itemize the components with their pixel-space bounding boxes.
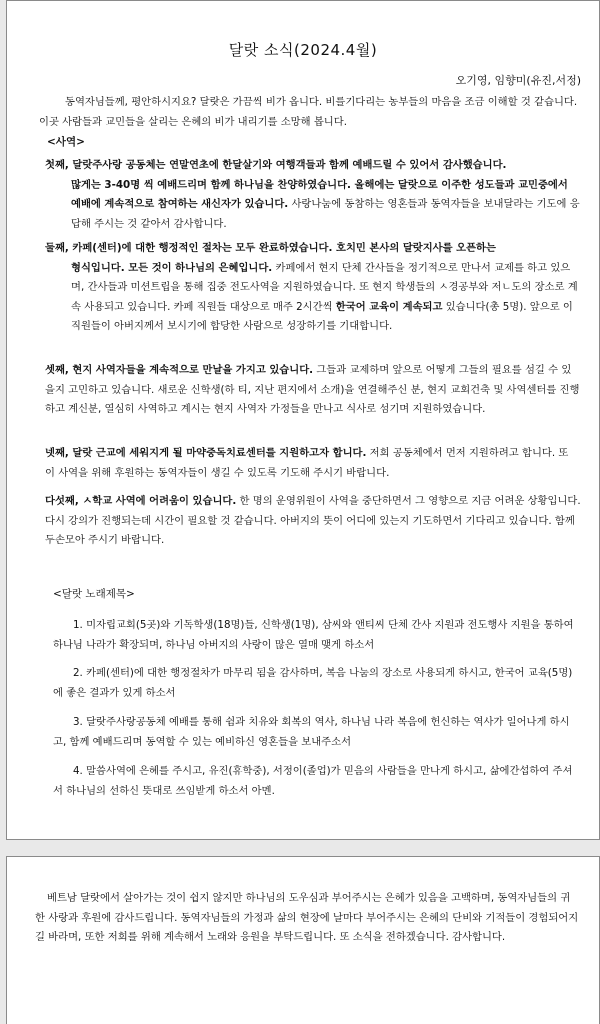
item-text: 저희 공동체에서 먼저 지원하려고 합니다. 또 이 사역을 위해 후원하는 동역자들이 생길 수 있도록 기도해 주시기 바랍니다. (45, 447, 569, 479)
item-bold-text: 많게는 3-40명 씩 예배드리며 함께 하나님을 찬양하였습니다. 올해에는 달랏으로 이주한 성도들과 교민중에서 예배에 계속적으로 참여하는 새신자가 있습니다. (71, 178, 568, 210)
item-lead: 둘째, 카페(센터)에 대한 행정적인 절차는 모두 완료하였습니다. 호치민 본사의 달랏지사를 오픈하는 (45, 242, 496, 254)
item-text: 카페에서 현지 단체 간사들을 정기적으로 만나서 교제를 하고 있으며, 간사들과 미션트립을 통해 집중 전도사역을 지원하였습니다. 또 현지 학생들의 ㅅ경공부와 저ㄴ도의 장소로 계속 사용되고 있습니다. 카페 직원들 대상으로 매주 2시간씩 (71, 261, 578, 313)
item-lead: 첫째, 달랏주사랑 공동체는 연말연초에 한달살기와 여행객들과 함께 예배드릴 수 있어서 감사했습니다. (45, 159, 507, 171)
ministry-item-5 (45, 492, 581, 551)
item-text: 사랑나눔에 동참하는 영혼들과 동역자들을 보내달라는 기도에 응답해 주시는 것 같아서 감사합니다. (71, 198, 580, 230)
ministry-item-4 (45, 444, 581, 483)
greeting-paragraph: 동역자님들께, 평안하시지요? 달랏은 가끔씩 비가 옵니다. 비를기다리는 농부들의 마음을 조금 이해할 것 같습니다. 이곳 사람들과 교민들을 살리는 은혜의 비가 내리기를 소망해 봅니다. (39, 96, 578, 128)
prayer-item-2 (53, 663, 579, 703)
authors-line: 오기영, 임향미(유진,서정) (455, 74, 581, 87)
item-text: 있습니다(총 5명). 앞으로 이 직원들이 아버지께서 보시기에 합당한 사람으로 성장하기를 기대합니다. (71, 300, 573, 332)
item-text: 한 명의 운영위원이 사역을 중단하면서 그 영향으로 지금 어려운 상황입니다. 다시 강의가 진행되는데 시간이 필요할 것 같습니다. 아버지의 뜻이 어디에 있는지 기도하면서 기다리고 있습니다. 함께 두손모아 주시기 바랍니다. (45, 495, 581, 546)
item-continuation (45, 259, 581, 337)
document-page-2 (6, 856, 600, 1024)
ministry-item-1 (45, 156, 581, 234)
closing-paragraph: 베트남 달랏에서 살아가는 것이 쉽지 않지만 하나님의 도우심과 부어주시는 은혜가 있음을 고백하며, 동역자님들의 귀한 사랑과 후원에 감사드립니다. 동역자님들의 가정과 삶의 현장에 날마다 부어주시는 은혜의 단비와 기적들이 경험되어지길 바라며, 또한 저희를 위해 계속해서 노래와 응원을 부탁드립니다. 또 소식을 전하겠습니다. 감사합니다. (35, 892, 579, 943)
prayer-item-1 (53, 615, 579, 655)
item-lead: 다섯째, ㅅ학교 사역에 어려움이 있습니다. (45, 495, 237, 507)
section-heading-ministry: <사역> (47, 136, 85, 148)
prayer-text: 3. 달랏주사랑공동체 예배를 통해 쉼과 치유와 회복의 역사, 하나님 나라 복음에 헌신하는 역사가 일어나게 하시고, 함께 예배드리며 동역할 수 있는 예비하신 영혼들을 보내주소서 (53, 716, 570, 748)
page-title: 달랏 소식(2024.4월) (228, 41, 378, 59)
item-lead: 셋째, 현지 사역자들을 계속적으로 만날을 가지고 있습니다. (45, 364, 314, 376)
item-bold-text: 형식입니다. 모든 것이 하나님의 은혜입니다. (71, 261, 273, 274)
document-page-1 (6, 0, 600, 840)
prayer-text: 2. 카페(센터)에 대한 행정절차가 마무리 됨을 감사하며, 복음 나눔의 장소로 사용되게 하시고, 한국어 교육(5명)에 좋은 결과가 있게 하소서 (53, 667, 573, 699)
prayer-text: 4. 말씀사역에 은혜를 주시고, 유진(휴학중), 서정이(졸업)가 믿음의 사람들을 만나게 하시고, 삶에간섭하여 주셔서 하나님의 선하신 뜻대로 쓰임받게 하소서 아멘. (53, 765, 573, 797)
item-bold-text: 한국어 교육이 계속되고 (335, 300, 443, 313)
item-continuation (45, 176, 581, 235)
ministry-item-3 (45, 361, 581, 420)
item-text: 그들과 교제하며 앞으로 어떻게 그들의 필요를 섬길 수 있을지 고민하고 있습니다. 새로운 신학생(하 티, 지난 편지에서 소개)을 연결해주신 분, 현지 교회건축 및 사역센터를 진행하고 계신분, 열심히 사역하고 계시는 현지 사역자 가정들을 만나고 식사로 섬기며 지원하였습니다. (45, 364, 580, 415)
prayer-text: 1. 미자립교회(5곳)와 기독학생(18명)들, 신학생(1명), 삼씨와 앤티씨 단체 간사 지원과 전도행사 지원을 통하여 하나님 나라가 확장되며, 하나님 아버지의 사랑이 많은 열매 맺게 하소서 (53, 619, 574, 651)
prayer-item-3 (53, 712, 579, 752)
section-heading-prayer: <달랏 노래제목> (53, 588, 135, 600)
item-lead: 넷째, 달랏 근교에 세워지게 될 마약중독치료센터를 지원하고자 합니다. (45, 447, 367, 459)
ministry-item-2 (45, 239, 581, 337)
prayer-item-4 (53, 761, 579, 801)
